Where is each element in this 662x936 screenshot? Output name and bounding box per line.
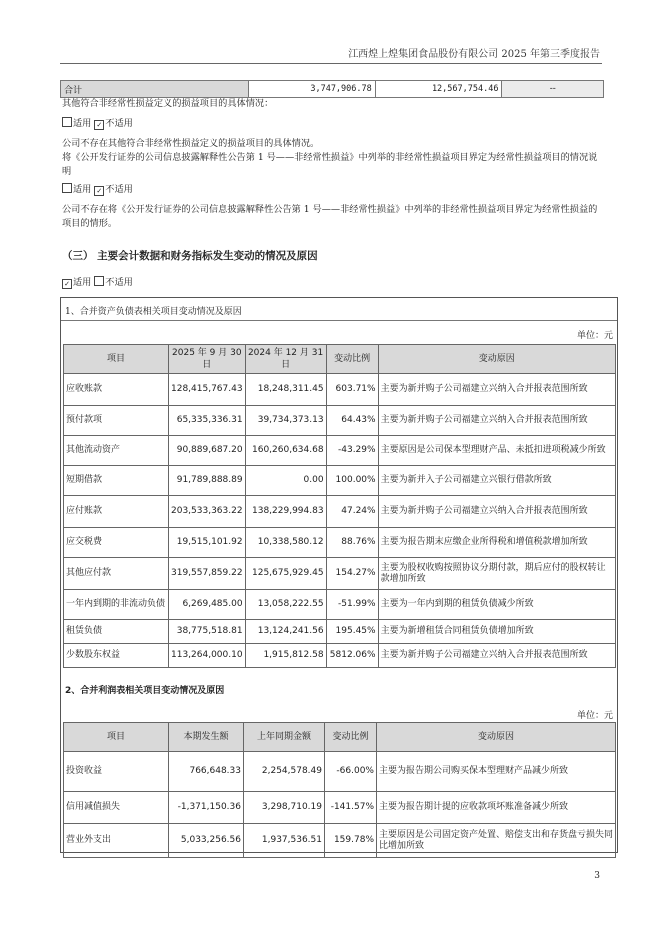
cell-current: 65,335,336.31 — [169, 406, 246, 436]
page-header: 江西煌上煌集团食品股份有限公司 2025 年第三季度报告 — [348, 49, 600, 60]
cell-current: 38,775,518.81 — [169, 620, 246, 644]
cell-change: -43.29% — [326, 436, 378, 466]
checkbox-unchecked[interactable] — [94, 276, 104, 286]
checkbox-unchecked[interactable] — [62, 183, 72, 193]
cell-item: 应交税费 — [64, 528, 169, 558]
cell-current: 113,264,000.10 — [169, 644, 246, 668]
col-reason: 变动原因 — [377, 723, 616, 752]
total-value-2: 12,567,754.46 — [375, 81, 502, 98]
table-row — [64, 436, 616, 466]
cell-change: -141.57% — [325, 792, 377, 824]
cell-current: 91,789,888.89 — [169, 466, 246, 496]
balance-caption: 1、合并资产负债表相关项目变动情况及原因 — [65, 307, 242, 317]
cell-previous: 18,248,311.45 — [245, 374, 326, 406]
balance-header-row — [64, 345, 616, 374]
checkbox-unchecked[interactable] — [62, 117, 72, 127]
table-row — [64, 528, 616, 558]
table-row — [64, 590, 616, 620]
cell-previous: 1,937,536.51 — [244, 824, 325, 858]
cell-reason: 主要为股权收购按照协议分期付款，期后应付的股权转让款增加所致 — [378, 558, 615, 590]
cell-previous: 125,675,929.45 — [245, 558, 326, 590]
cell-current: 5,033,256.56 — [169, 824, 244, 858]
cell-previous: 13,058,222.55 — [245, 590, 326, 620]
table-row — [64, 406, 616, 436]
cell-reason: 主要为报告期计提的应收款项坏账准备减少所致 — [377, 792, 616, 824]
table-row — [64, 466, 616, 496]
cell-item: 应收账款 — [64, 374, 169, 406]
checkbox-label-applicable: 适用 — [73, 118, 92, 129]
col-previous: 上年同期金额 — [244, 723, 325, 752]
para-other-items: 其他符合非经常性损益定义的损益项目的具体情况： — [62, 98, 274, 109]
table-row — [64, 752, 616, 792]
balance-table — [63, 344, 616, 668]
para-not-exist-1: 公司不存在其他符合非经常性损益定义的损益项目的具体情况。 — [62, 138, 320, 149]
cell-change: 154.27% — [326, 558, 378, 590]
para-not-exist-2: 公司不存在将《公开发行证券的公司信息披露解释性公告第 1 号——非经常性损益》中列举的非经常性损益项目界定为经常性损益的项目的情形。 — [62, 204, 598, 229]
cell-item: 其他流动资产 — [64, 436, 169, 466]
checkbox-group-2 — [62, 183, 602, 197]
checkbox-label-not-applicable: 不适用 — [105, 118, 133, 129]
header-divider — [60, 63, 602, 64]
cell-current: 19,515,101.92 — [169, 528, 246, 558]
table-row — [64, 558, 616, 590]
income-header-row — [64, 723, 616, 752]
cell-item: 信用减值损失 — [64, 792, 169, 824]
cell-current: -1,371,150.36 — [169, 792, 244, 824]
checkbox-group-3 — [62, 276, 602, 290]
cell-item: 营业外支出 — [64, 824, 169, 858]
cell-change: 159.78% — [325, 824, 377, 858]
balance-unit: 单位：元 — [576, 331, 613, 341]
table-row — [64, 620, 616, 644]
cell-change: 195.45% — [326, 620, 378, 644]
cell-reason: 主要为新并购子公司福建立兴纳入合并报表范围所致 — [378, 406, 615, 436]
col-previous: 2024 年 12 月 31 日 — [245, 345, 326, 374]
cell-change: -66.00% — [325, 752, 377, 792]
income-caption: 2、合并利润表相关项目变动情况及原因 — [65, 686, 225, 696]
cell-current: 6,269,485.00 — [169, 590, 246, 620]
cell-previous: 10,338,580.12 — [245, 528, 326, 558]
cell-reason: 主要为新并购子公司福建立兴纳入合并报表范围所致 — [378, 374, 615, 406]
balance-body — [64, 374, 616, 668]
cell-current: 319,557,859.22 — [169, 558, 246, 590]
cell-item: 租赁负债 — [64, 620, 169, 644]
cell-change: 64.43% — [326, 406, 378, 436]
cell-current: 128,415,767.43 — [169, 374, 246, 406]
cell-reason: 主要原因是公司固定资产处置、赔偿支出和存货盘亏损失同比增加所致 — [377, 824, 616, 858]
cell-reason: 主要为新并入子公司福建立兴银行借款所致 — [378, 466, 615, 496]
caption-divider — [61, 320, 617, 321]
total-table — [60, 80, 604, 98]
checkbox-label-not-applicable: 不适用 — [105, 277, 133, 288]
col-item: 项目 — [64, 723, 169, 752]
table-row — [64, 644, 616, 668]
cell-change: 5812.06% — [326, 644, 378, 668]
total-label: 合计 — [61, 81, 249, 98]
cell-change: 100.00% — [326, 466, 378, 496]
checkbox-group-1 — [62, 117, 602, 131]
para-reclass-note: 将《公开发行证券的公司信息披露解释性公告第 1 号——非经常性损益》中列举的非经常性损益项目界定为经常性损益项目的情况说明 — [62, 152, 598, 177]
cell-change: 88.76% — [326, 528, 378, 558]
cell-change: 603.71% — [326, 374, 378, 406]
cell-previous: 1,915,812.58 — [245, 644, 326, 668]
cell-current: 766,648.33 — [169, 752, 244, 792]
table-row — [64, 792, 616, 824]
table-row — [64, 496, 616, 528]
cell-previous: 3,298,710.19 — [244, 792, 325, 824]
cell-item: 短期借款 — [64, 466, 169, 496]
income-unit: 单位：元 — [576, 711, 613, 721]
cell-item: 投资收益 — [64, 752, 169, 792]
checkbox-label-applicable: 适用 — [73, 277, 92, 288]
cell-previous: 138,229,994.83 — [245, 496, 326, 528]
cell-previous: 160,260,634.68 — [245, 436, 326, 466]
cell-reason: 主要为新增租赁合同租赁负债增加所致 — [378, 620, 615, 644]
checkbox-label-applicable: 适用 — [73, 184, 92, 195]
cell-reason: 主要为一年内到期的租赁负债减少所致 — [378, 590, 615, 620]
cell-item: 少数股东权益 — [64, 644, 169, 668]
cell-change: 47.24% — [326, 496, 378, 528]
page-number: 3 — [594, 871, 600, 881]
col-reason: 变动原因 — [378, 345, 615, 374]
checkbox-checked[interactable]: ✓ — [94, 120, 104, 130]
table-row — [64, 824, 616, 858]
cell-item: 预付款项 — [64, 406, 169, 436]
cell-current: 203,533,363.22 — [169, 496, 246, 528]
cell-previous: 13,124,241.56 — [245, 620, 326, 644]
total-value-3: -- — [502, 81, 604, 98]
col-current: 2025 年 9 月 30 日 — [169, 345, 246, 374]
cell-item: 其他应付款 — [64, 558, 169, 590]
cell-previous: 0.00 — [245, 466, 326, 496]
cell-reason: 主要为新并购子公司福建立兴纳入合并报表范围所致 — [378, 644, 615, 668]
cell-current: 90,889,687.20 — [169, 436, 246, 466]
cell-item: 一年内到期的非流动负债 — [64, 590, 169, 620]
cell-change: -51.99% — [326, 590, 378, 620]
income-body — [64, 752, 616, 858]
total-row — [61, 81, 604, 98]
cell-reason: 主要为新并购子公司福建立兴纳入合并报表范围所致 — [378, 496, 615, 528]
income-table — [63, 722, 616, 858]
checkbox-label-not-applicable: 不适用 — [105, 184, 133, 195]
cell-previous: 2,254,578.49 — [244, 752, 325, 792]
col-change: 变动比例 — [326, 345, 378, 374]
table-row — [64, 374, 616, 406]
cell-reason: 主要为报告期公司购买保本型理财产品减少所致 — [377, 752, 616, 792]
col-item: 项目 — [64, 345, 169, 374]
cell-reason: 主要原因是公司保本型理财产品、未抵扣进项税减少所致 — [378, 436, 615, 466]
col-current: 本期发生额 — [169, 723, 244, 752]
changes-frame — [60, 297, 618, 853]
cell-item: 应付账款 — [64, 496, 169, 528]
checkbox-checked[interactable]: ✓ — [94, 186, 104, 196]
section-title: （三） 主要会计数据和财务指标发生变动的情况及原因 — [62, 250, 318, 262]
cell-reason: 主要为报告期末应缴企业所得税和增值税款增加所致 — [378, 528, 615, 558]
checkbox-checked[interactable]: ✓ — [62, 279, 72, 289]
cell-previous: 39,734,373.13 — [245, 406, 326, 436]
col-change: 变动比例 — [325, 723, 377, 752]
total-value-1: 3,747,906.78 — [249, 81, 376, 98]
